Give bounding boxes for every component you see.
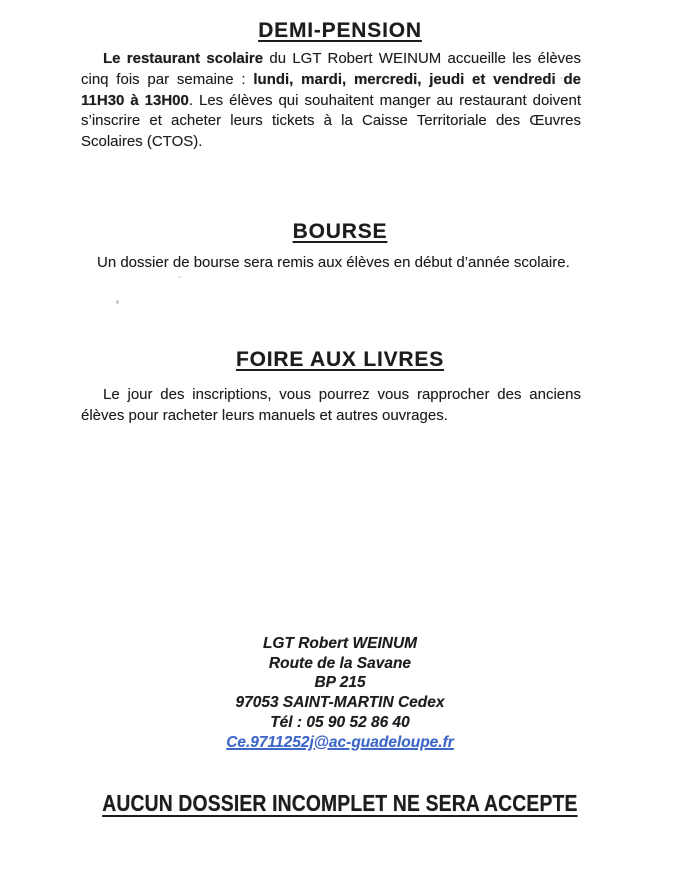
contact-street: Route de la Savane: [268, 654, 412, 672]
contact-school-name: LGT Robert WEINUM: [262, 635, 418, 652]
section-title-bourse: BOURSE: [292, 220, 388, 243]
section-title-demi-pension: DEMI-PENSION: [258, 19, 422, 42]
demi-pension-text-2: . Les élèves qui souhaitent manger au restaurant doivent s’inscrire et acheter leurs tickets à la Caisse Territoriale des Œuvres Scolaires (CTOS).: [81, 91, 581, 151]
school-contact-block: [0, 634, 680, 752]
scan-speck: [178, 276, 181, 278]
contact-phone: Tél : 05 90 52 86 40: [270, 713, 410, 731]
demi-pension-bold-schedule: lundi, mardi, mercredi, jeudi et vendredi de 11H30 à 13H00: [81, 70, 581, 109]
demi-pension-paragraph: [81, 49, 581, 153]
demi-pension-text-1: du LGT Robert WEINUM accueille les élèves cinq fois par semaine :: [81, 50, 581, 88]
demi-pension-bold-lead: Le restaurant scolaire: [103, 50, 264, 67]
scan-speck: [560, 77, 563, 79]
contact-city: 97053 SAINT-MARTIN Cedex: [235, 694, 445, 712]
foire-aux-livres-paragraph: Le jour des inscriptions, vous pourrez vous rapprocher des anciens élèves pour racheter leurs manuels et autres ouvrages.: [81, 386, 581, 424]
footer-notice-text: AUCUN DOSSIER INCOMPLET NE SERA ACCEPTE: [102, 790, 578, 816]
section-title-foire-aux-livres: FOIRE AUX LIVRES: [235, 348, 445, 371]
bourse-paragraph: Un dossier de bourse sera remis aux élèves en début d’année scolaire.: [97, 254, 570, 271]
scan-speck: [115, 300, 119, 305]
contact-email-link[interactable]: Ce.9711252j@ac-guadeloupe.fr: [226, 733, 454, 751]
contact-po-box: BP 215: [314, 674, 366, 692]
footer-notice: [0, 790, 680, 817]
